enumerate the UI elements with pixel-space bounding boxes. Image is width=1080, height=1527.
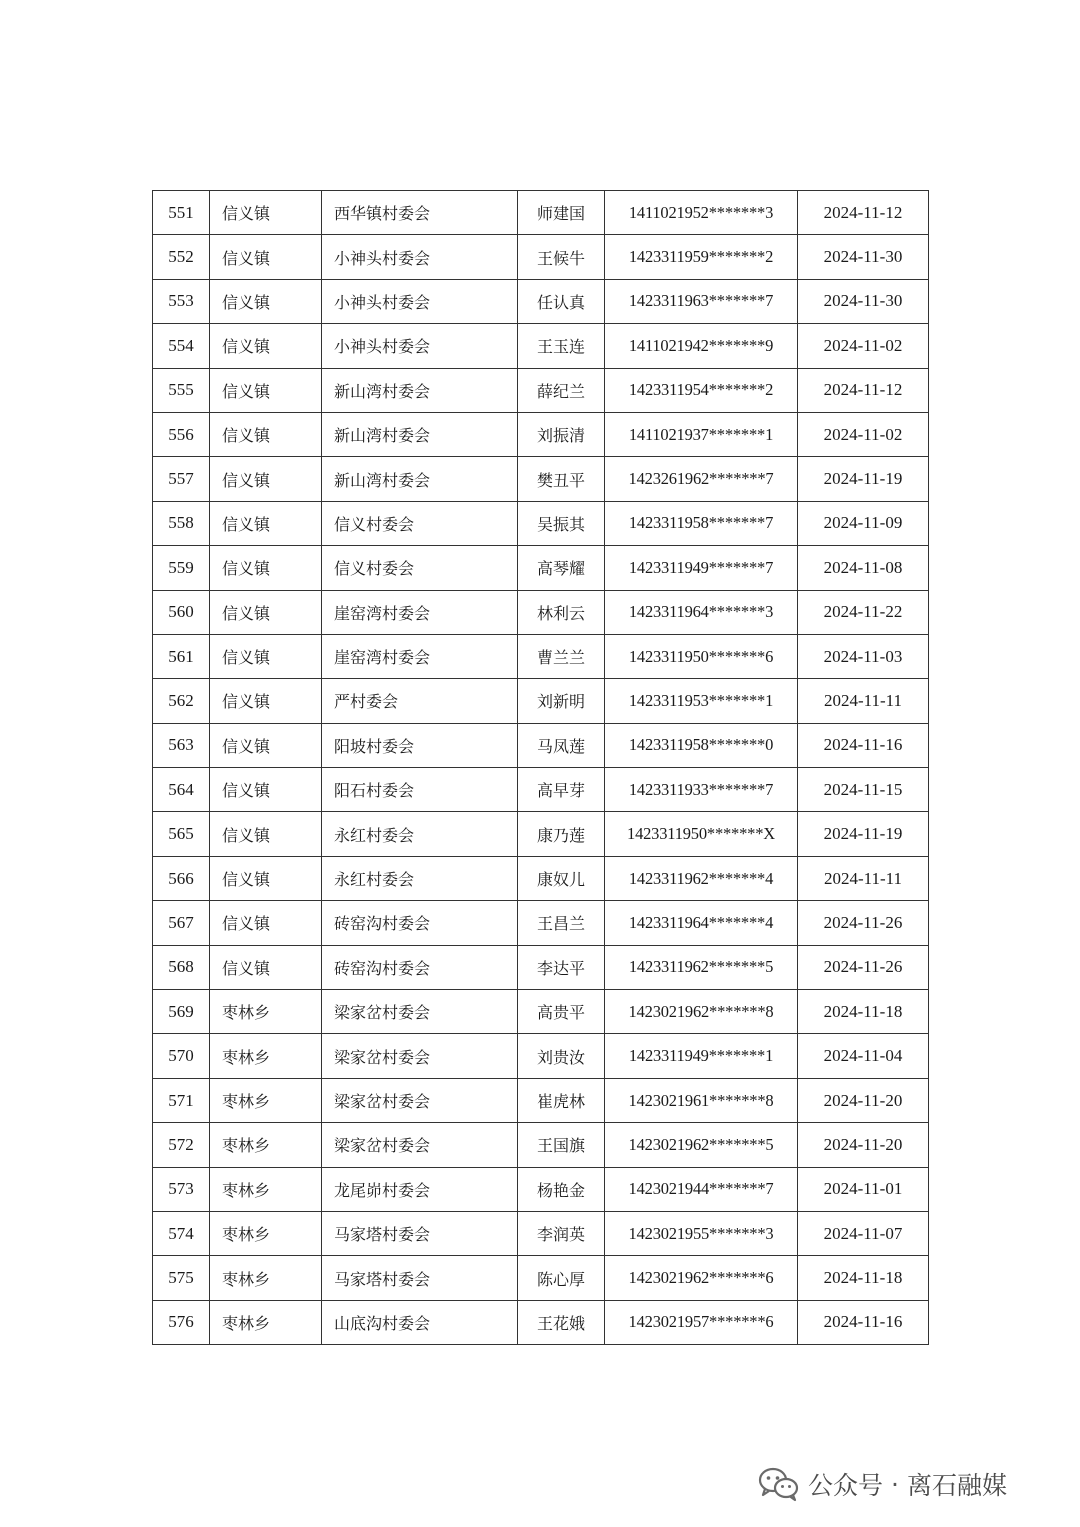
table-row	[153, 590, 929, 634]
table-row	[153, 1034, 929, 1078]
date-cell: 2024-11-07	[798, 1211, 929, 1255]
village-cell: 阳坡村委会	[322, 723, 518, 767]
village-cell: 小神头村委会	[322, 279, 518, 323]
id-number-cell: 1423311964*******3	[605, 590, 798, 634]
name-cell: 任认真	[518, 279, 605, 323]
row-number: 564	[153, 768, 210, 812]
name-cell: 樊丑平	[518, 457, 605, 501]
row-number: 558	[153, 501, 210, 545]
watermark	[758, 1462, 1007, 1506]
watermark-separator: ·	[891, 1469, 899, 1499]
name-cell: 李润英	[518, 1211, 605, 1255]
village-cell: 砖窑沟村委会	[322, 945, 518, 989]
village-cell: 马家塔村委会	[322, 1256, 518, 1300]
date-cell: 2024-11-19	[798, 812, 929, 856]
name-cell: 王花娥	[518, 1300, 605, 1344]
town-cell: 信义镇	[210, 324, 322, 368]
town-cell: 信义镇	[210, 412, 322, 456]
row-number: 575	[153, 1256, 210, 1300]
town-cell: 枣林乡	[210, 1167, 322, 1211]
id-number-cell: 1423021962*******6	[605, 1256, 798, 1300]
town-cell: 信义镇	[210, 768, 322, 812]
id-number-cell: 1423311949*******1	[605, 1034, 798, 1078]
record-table-body	[153, 191, 929, 1345]
date-cell: 2024-11-09	[798, 501, 929, 545]
village-cell: 崖窑湾村委会	[322, 590, 518, 634]
table-row	[153, 457, 929, 501]
village-cell: 信义村委会	[322, 501, 518, 545]
village-cell: 山底沟村委会	[322, 1300, 518, 1344]
date-cell: 2024-11-11	[798, 679, 929, 723]
village-cell: 龙尾峁村委会	[322, 1167, 518, 1211]
name-cell: 陈心厚	[518, 1256, 605, 1300]
town-cell: 信义镇	[210, 235, 322, 279]
village-cell: 阳石村委会	[322, 768, 518, 812]
date-cell: 2024-11-30	[798, 235, 929, 279]
table-row	[153, 501, 929, 545]
town-cell: 枣林乡	[210, 1256, 322, 1300]
date-cell: 2024-11-12	[798, 368, 929, 412]
row-number: 561	[153, 634, 210, 678]
table-row	[153, 990, 929, 1034]
village-cell: 新山湾村委会	[322, 412, 518, 456]
name-cell: 薛纪兰	[518, 368, 605, 412]
table-row	[153, 1167, 929, 1211]
row-number: 573	[153, 1167, 210, 1211]
village-cell: 小神头村委会	[322, 324, 518, 368]
town-cell: 信义镇	[210, 191, 322, 235]
row-number: 551	[153, 191, 210, 235]
watermark-account: 离石融媒	[906, 1471, 1007, 1500]
row-number: 552	[153, 235, 210, 279]
row-number: 570	[153, 1034, 210, 1078]
id-number-cell: 1423021961*******8	[605, 1078, 798, 1122]
date-cell: 2024-11-12	[798, 191, 929, 235]
name-cell: 曹兰兰	[518, 634, 605, 678]
town-cell: 信义镇	[210, 368, 322, 412]
date-cell: 2024-11-15	[798, 768, 929, 812]
name-cell: 高早芽	[518, 768, 605, 812]
name-cell: 崔虎林	[518, 1078, 605, 1122]
row-number: 557	[153, 457, 210, 501]
date-cell: 2024-11-22	[798, 590, 929, 634]
row-number: 568	[153, 945, 210, 989]
date-cell: 2024-11-02	[798, 324, 929, 368]
table-row	[153, 812, 929, 856]
town-cell: 信义镇	[210, 945, 322, 989]
date-cell: 2024-11-08	[798, 546, 929, 590]
village-cell: 小神头村委会	[322, 235, 518, 279]
id-number-cell: 1411021942*******9	[605, 324, 798, 368]
row-number: 566	[153, 856, 210, 900]
village-cell: 梁家岔村委会	[322, 1034, 518, 1078]
row-number: 555	[153, 368, 210, 412]
id-number-cell: 1423021944*******7	[605, 1167, 798, 1211]
name-cell: 高琴耀	[518, 546, 605, 590]
table-row	[153, 546, 929, 590]
town-cell: 枣林乡	[210, 1078, 322, 1122]
date-cell: 2024-11-30	[798, 279, 929, 323]
row-number: 567	[153, 901, 210, 945]
id-number-cell: 1423311964*******4	[605, 901, 798, 945]
name-cell: 吴振其	[518, 501, 605, 545]
wechat-icon	[758, 1466, 800, 1502]
table-row	[153, 1123, 929, 1167]
watermark-label: 公众号	[808, 1471, 884, 1500]
row-number: 562	[153, 679, 210, 723]
table-row	[153, 324, 929, 368]
table-row	[153, 901, 929, 945]
town-cell: 枣林乡	[210, 1034, 322, 1078]
name-cell: 刘贵汝	[518, 1034, 605, 1078]
row-number: 560	[153, 590, 210, 634]
table-row	[153, 679, 929, 723]
id-number-cell: 1423311963*******7	[605, 279, 798, 323]
row-number: 571	[153, 1078, 210, 1122]
date-cell: 2024-11-16	[798, 1300, 929, 1344]
name-cell: 刘新明	[518, 679, 605, 723]
village-cell: 马家塔村委会	[322, 1211, 518, 1255]
id-number-cell: 1423311949*******7	[605, 546, 798, 590]
date-cell: 2024-11-03	[798, 634, 929, 678]
id-number-cell: 1423311954*******2	[605, 368, 798, 412]
name-cell: 王候牛	[518, 235, 605, 279]
id-number-cell: 1423311950*******X	[605, 812, 798, 856]
town-cell: 信义镇	[210, 856, 322, 900]
name-cell: 王玉连	[518, 324, 605, 368]
date-cell: 2024-11-11	[798, 856, 929, 900]
id-number-cell: 1411021937*******1	[605, 412, 798, 456]
table-row	[153, 1256, 929, 1300]
name-cell: 马凤莲	[518, 723, 605, 767]
town-cell: 信义镇	[210, 812, 322, 856]
table-row	[153, 191, 929, 235]
village-cell: 永红村委会	[322, 856, 518, 900]
name-cell: 刘振清	[518, 412, 605, 456]
id-number-cell: 1423261962*******7	[605, 457, 798, 501]
name-cell: 师建国	[518, 191, 605, 235]
id-number-cell: 1423021955*******3	[605, 1211, 798, 1255]
row-number: 576	[153, 1300, 210, 1344]
table-row	[153, 723, 929, 767]
name-cell: 王昌兰	[518, 901, 605, 945]
id-number-cell: 1423311950*******6	[605, 634, 798, 678]
id-number-cell: 1423311953*******1	[605, 679, 798, 723]
town-cell: 信义镇	[210, 546, 322, 590]
town-cell: 枣林乡	[210, 1123, 322, 1167]
town-cell: 信义镇	[210, 901, 322, 945]
row-number: 572	[153, 1123, 210, 1167]
row-number: 565	[153, 812, 210, 856]
row-number: 556	[153, 412, 210, 456]
town-cell: 信义镇	[210, 501, 322, 545]
village-cell: 信义村委会	[322, 546, 518, 590]
table-row	[153, 634, 929, 678]
village-cell: 永红村委会	[322, 812, 518, 856]
table-row	[153, 1211, 929, 1255]
table-row	[153, 1078, 929, 1122]
table-row	[153, 279, 929, 323]
town-cell: 信义镇	[210, 679, 322, 723]
table-row	[153, 368, 929, 412]
date-cell: 2024-11-18	[798, 1256, 929, 1300]
id-number-cell: 1423311958*******7	[605, 501, 798, 545]
date-cell: 2024-11-01	[798, 1167, 929, 1211]
town-cell: 枣林乡	[210, 990, 322, 1034]
table-row	[153, 1300, 929, 1344]
row-number: 563	[153, 723, 210, 767]
name-cell: 康乃莲	[518, 812, 605, 856]
row-number: 569	[153, 990, 210, 1034]
table-row	[153, 412, 929, 456]
village-cell: 梁家岔村委会	[322, 1123, 518, 1167]
village-cell: 严村委会	[322, 679, 518, 723]
row-number: 553	[153, 279, 210, 323]
name-cell: 王国旗	[518, 1123, 605, 1167]
date-cell: 2024-11-02	[798, 412, 929, 456]
date-cell: 2024-11-26	[798, 901, 929, 945]
name-cell: 杨艳金	[518, 1167, 605, 1211]
id-number-cell: 1423311959*******2	[605, 235, 798, 279]
town-cell: 信义镇	[210, 590, 322, 634]
town-cell: 枣林乡	[210, 1211, 322, 1255]
table-row	[153, 235, 929, 279]
name-cell: 林利云	[518, 590, 605, 634]
row-number: 574	[153, 1211, 210, 1255]
date-cell: 2024-11-20	[798, 1123, 929, 1167]
id-number-cell: 1411021952*******3	[605, 191, 798, 235]
record-table	[152, 190, 929, 1345]
id-number-cell: 1423021957*******6	[605, 1300, 798, 1344]
town-cell: 信义镇	[210, 634, 322, 678]
town-cell: 信义镇	[210, 723, 322, 767]
id-number-cell: 1423311962*******5	[605, 945, 798, 989]
name-cell: 李达平	[518, 945, 605, 989]
table-row	[153, 856, 929, 900]
date-cell: 2024-11-20	[798, 1078, 929, 1122]
table-row	[153, 768, 929, 812]
id-number-cell: 1423311933*******7	[605, 768, 798, 812]
date-cell: 2024-11-19	[798, 457, 929, 501]
town-cell: 枣林乡	[210, 1300, 322, 1344]
date-cell: 2024-11-04	[798, 1034, 929, 1078]
village-cell: 梁家岔村委会	[322, 990, 518, 1034]
row-number: 559	[153, 546, 210, 590]
table-row	[153, 945, 929, 989]
date-cell: 2024-11-16	[798, 723, 929, 767]
date-cell: 2024-11-18	[798, 990, 929, 1034]
village-cell: 砖窑沟村委会	[322, 901, 518, 945]
row-number: 554	[153, 324, 210, 368]
town-cell: 信义镇	[210, 279, 322, 323]
id-number-cell: 1423311958*******0	[605, 723, 798, 767]
id-number-cell: 1423021962*******5	[605, 1123, 798, 1167]
id-number-cell: 1423021962*******8	[605, 990, 798, 1034]
date-cell: 2024-11-26	[798, 945, 929, 989]
town-cell: 信义镇	[210, 457, 322, 501]
id-number-cell: 1423311962*******4	[605, 856, 798, 900]
name-cell: 康奴儿	[518, 856, 605, 900]
village-cell: 西华镇村委会	[322, 191, 518, 235]
village-cell: 崖窑湾村委会	[322, 634, 518, 678]
village-cell: 新山湾村委会	[322, 457, 518, 501]
village-cell: 梁家岔村委会	[322, 1078, 518, 1122]
name-cell: 高贵平	[518, 990, 605, 1034]
village-cell: 新山湾村委会	[322, 368, 518, 412]
